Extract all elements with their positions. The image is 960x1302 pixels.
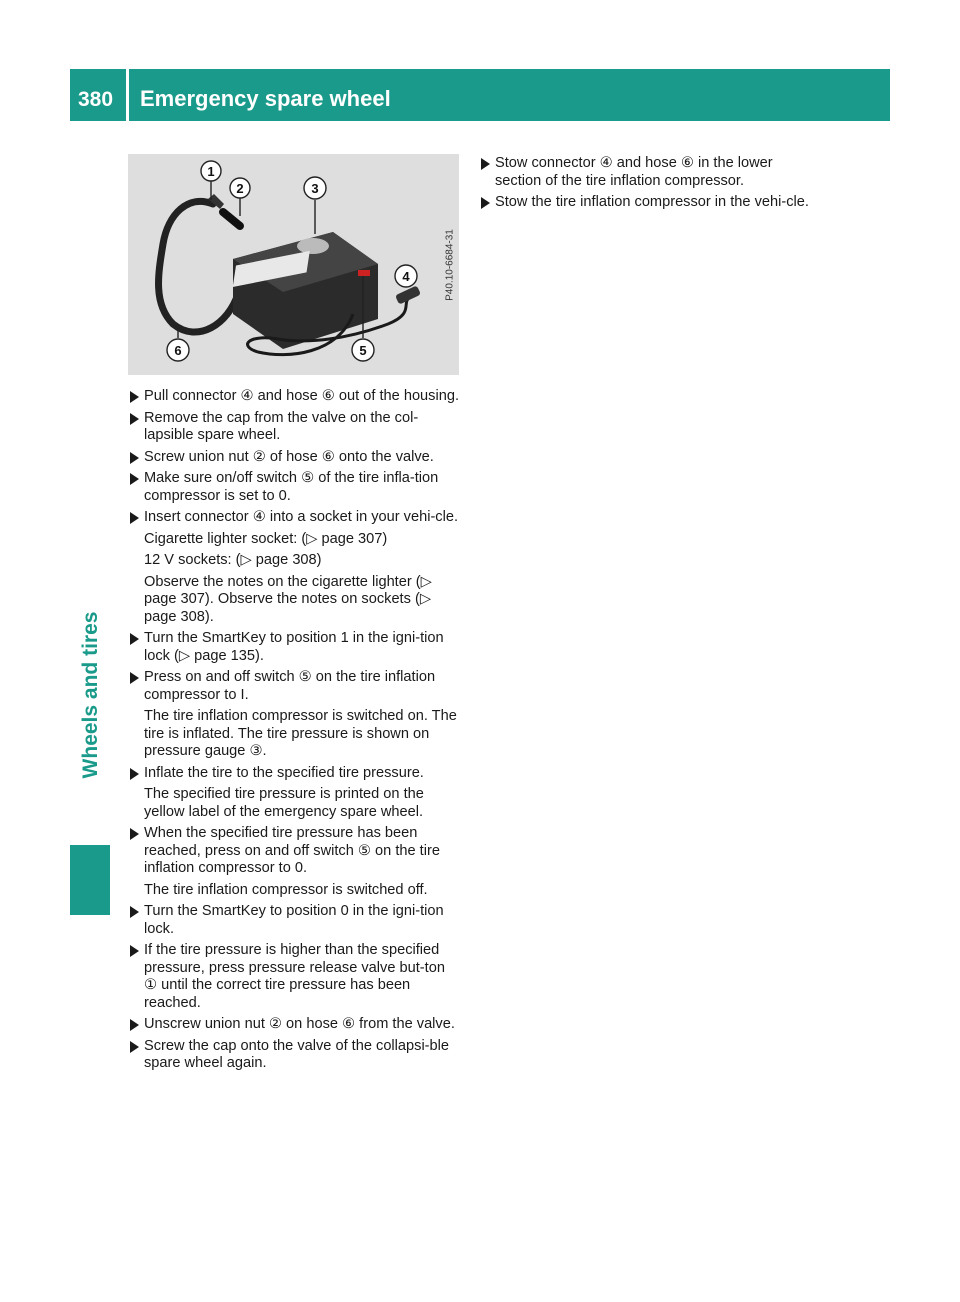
step-arrow-icon (130, 906, 139, 918)
side-tab-marker (70, 845, 110, 915)
step-text: Stow connector ④ and hose ⑥ in the lower section of the tire inflation compressor. (495, 155, 773, 189)
step-text: Turn the SmartKey to position 0 in the igni-tion lock. (144, 903, 444, 937)
instruction-note (130, 708, 462, 761)
callout-label-6: 6 (174, 343, 182, 358)
step-text: Pull connector ④ and hose ⑥ out of the housing. (144, 388, 459, 404)
step-text: Screw the cap onto the valve of the collapsi-ble spare wheel again. (144, 1037, 450, 1071)
step-arrow-icon (130, 452, 139, 464)
step-arrow-icon (130, 512, 139, 524)
instruction-step (130, 903, 462, 938)
header-divider (126, 69, 129, 121)
step-arrow-icon (481, 197, 490, 209)
step-arrow-icon (130, 1041, 139, 1053)
step-arrow-icon (130, 413, 139, 425)
step-arrow-icon (130, 473, 139, 485)
instruction-step (130, 509, 462, 527)
section-title: Emergency spare wheel (140, 86, 391, 111)
callout-label-3: 3 (311, 181, 319, 196)
compressor-illustration (128, 154, 459, 375)
step-arrow-icon (130, 633, 139, 645)
step-text: Turn the SmartKey to position 1 in the igni-tion lock (▷ page 135). (144, 630, 444, 664)
step-arrow-icon (130, 672, 139, 684)
compressor-figure (128, 154, 459, 375)
instruction-note (130, 574, 462, 627)
step-text: The specified tire pressure is printed on the yellow label of the emergency spare wheel. (144, 786, 424, 820)
instruction-step (130, 630, 462, 665)
step-text: When the specified tire pressure has been reached, press on and off switch ⑤ on the tire inflation compressor to 0. (144, 825, 440, 876)
on-off-switch (358, 270, 370, 276)
step-text: Insert connector ④ into a socket in your vehi-cle. (144, 509, 459, 525)
instruction-note (130, 531, 462, 549)
step-text: Observe the notes on the cigarette lighter (▷ page 307). Observe the notes on sockets (▷ page 308). (144, 573, 432, 625)
step-text: Inflate the tire to the specified tire pressure. (144, 764, 424, 781)
instruction-note (130, 786, 462, 821)
step-text: The tire inflation compressor is switched off. (144, 881, 428, 898)
step-text: If the tire pressure is higher than the specified pressure, press pressure release valve but-ton ① until the correct tire pressure has been reached. (144, 942, 445, 1011)
instruction-note (130, 552, 462, 570)
step-arrow-icon (130, 1019, 139, 1031)
step-text: Cigarette lighter socket: (▷ page 307) (144, 530, 388, 547)
union-nut (223, 212, 240, 226)
instruction-step (130, 470, 462, 505)
pressure-gauge (297, 238, 329, 254)
instruction-step (130, 669, 462, 704)
step-text: Stow the tire inflation compressor in the vehi-cle. (495, 194, 809, 210)
instruction-step (130, 410, 462, 445)
instruction-note (130, 882, 462, 900)
step-arrow-icon (130, 768, 139, 780)
step-arrow-icon (130, 945, 139, 957)
left-column (130, 388, 462, 1077)
figure-code: P40.10-6684-31 (444, 228, 456, 301)
right-column (481, 155, 821, 216)
step-text: Remove the cap from the valve on the col-lapsible spare wheel. (144, 409, 419, 443)
callout-label-4: 4 (402, 269, 410, 284)
step-text: Screw union nut ② of hose ⑥ onto the valve. (144, 448, 434, 465)
side-tab-label: Wheels and tires (79, 611, 102, 779)
step-text: Unscrew union nut ② on hose ⑥ from the valve. (144, 1016, 455, 1032)
step-text: 12 V sockets: (▷ page 308) (144, 552, 322, 568)
callout-label-2: 2 (236, 181, 244, 196)
instruction-step (130, 1038, 462, 1073)
step-arrow-icon (481, 158, 490, 170)
page-number: 380 (78, 88, 114, 111)
step-text: The tire inflation compressor is switched on. The tire is inflated. The tire pressure is shown on pressure gauge ③. (144, 708, 457, 759)
instruction-step (130, 825, 462, 878)
callout-label-5: 5 (359, 343, 367, 358)
step-text: Make sure on/off switch ⑤ of the tire infla-tion compressor is set to 0. (144, 470, 439, 504)
instruction-step (130, 1016, 462, 1034)
step-text: Press on and off switch ⑤ on the tire inflation compressor to I. (144, 669, 436, 703)
callout-label-1: 1 (207, 164, 215, 179)
instruction-step (130, 942, 462, 1012)
step-arrow-icon (130, 391, 139, 403)
air-hose (159, 201, 238, 332)
instruction-step (481, 155, 821, 190)
instruction-step (130, 388, 462, 406)
instruction-step (481, 194, 821, 212)
instruction-step (130, 765, 462, 783)
step-arrow-icon (130, 828, 139, 840)
instruction-step (130, 449, 462, 467)
